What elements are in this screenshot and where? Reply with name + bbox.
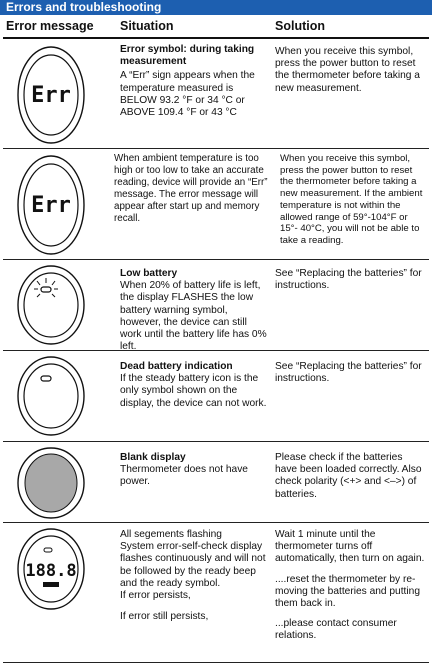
situation-cell [120, 529, 270, 623]
column-solution: Solution [275, 19, 325, 33]
table-row [0, 351, 432, 441]
thermometer-dead-battery-icon [15, 354, 87, 438]
thermometer-err-icon [15, 44, 87, 146]
situation-title: Blank display [120, 452, 186, 463]
column-situation: Situation [120, 19, 174, 33]
indicator-icon [43, 582, 59, 587]
situation-text: A “Err” sign appears when the temperature measured is BELOW 93.2 °F or 34 °C or ABOVE 109.4 °F or 43 °C [120, 70, 255, 119]
situation-line: If error persists, [120, 590, 191, 602]
column-error-message: Error message [6, 19, 94, 33]
situation-title: Low battery [120, 268, 178, 279]
table-header [0, 15, 432, 37]
solution-text: When you receive this symbol, press the power button to reset the thermometer before taking a new measurement. If the ambient temperature is not within the allowed range of 59°-104°F or 15°- 40°C, you will not be able to take a reading. [280, 153, 423, 246]
solution-cell [280, 153, 426, 247]
display-readout: Err [31, 193, 71, 218]
display-readout: Err [31, 83, 71, 108]
table-row [0, 523, 432, 665]
situation-line: If error still persists, [120, 611, 209, 623]
solution-text: See “Replacing the batteries” for instructions. [275, 268, 422, 292]
solution-cell [275, 268, 425, 292]
table-row [0, 260, 432, 353]
solution-cell [275, 452, 425, 501]
table-row [0, 442, 432, 522]
thermometer-err-icon [15, 153, 87, 257]
thermometer-low-battery-icon [15, 263, 87, 347]
table-bottom-border [3, 662, 429, 663]
situation-text: When 20% of battery life is left, the display FLASHES the low battery warning symbol, however, the device can still work until the battery life has 0% left. [120, 280, 267, 353]
situation-line: System error-self-check display flashes continuously and will not be followed by the ready beep and the ready symbol. [120, 541, 266, 589]
situation-title: Error symbol: during taking measurement [120, 44, 255, 68]
solution-line: Wait 1 minute until the thermometer turns off automatically, then turn on again. [275, 529, 425, 565]
situation-text: If the steady battery icon is the only symbol shown on the display, the device can not work. [120, 373, 267, 409]
table-row [0, 38, 432, 148]
situation-text: Thermometer does not have power. [120, 464, 248, 488]
situation-cell [114, 153, 274, 226]
solution-text: See “Replacing the batteries” for instructions. [275, 361, 422, 385]
solution-cell [275, 46, 425, 95]
solution-text: Please check if the batteries have been loaded correctly. Also check polarity (<+> and <–>) of batteries. [275, 452, 422, 500]
situation-text: When ambient temperature is too high or too low to take an accurate reading, device will provide an “Err” message. The error message will appear after start up and memory recall. [114, 153, 268, 225]
solution-line: ....reset the thermometer by re-moving the batteries and putting them back in. [275, 573, 420, 610]
thermometer-blank-display-icon [15, 445, 87, 521]
table-row [0, 149, 432, 259]
solution-text: When you receive this symbol, press the power button to reset the thermometer before taking a new measurement. [275, 46, 420, 94]
situation-cell [120, 268, 270, 353]
situation-cell [120, 452, 270, 489]
situation-title: Dead battery indication [120, 361, 233, 372]
section-title: Errors and troubleshooting [0, 0, 432, 15]
situation-line: All segements flashing [120, 529, 222, 540]
display-readout: 188.8 [25, 561, 77, 581]
solution-line: ...please contact consumer relations. [275, 618, 397, 642]
thermometer-all-segments-icon [15, 526, 87, 612]
situation-cell [120, 361, 270, 410]
solution-cell [275, 361, 425, 385]
solution-cell [275, 529, 425, 643]
situation-cell [120, 44, 270, 119]
